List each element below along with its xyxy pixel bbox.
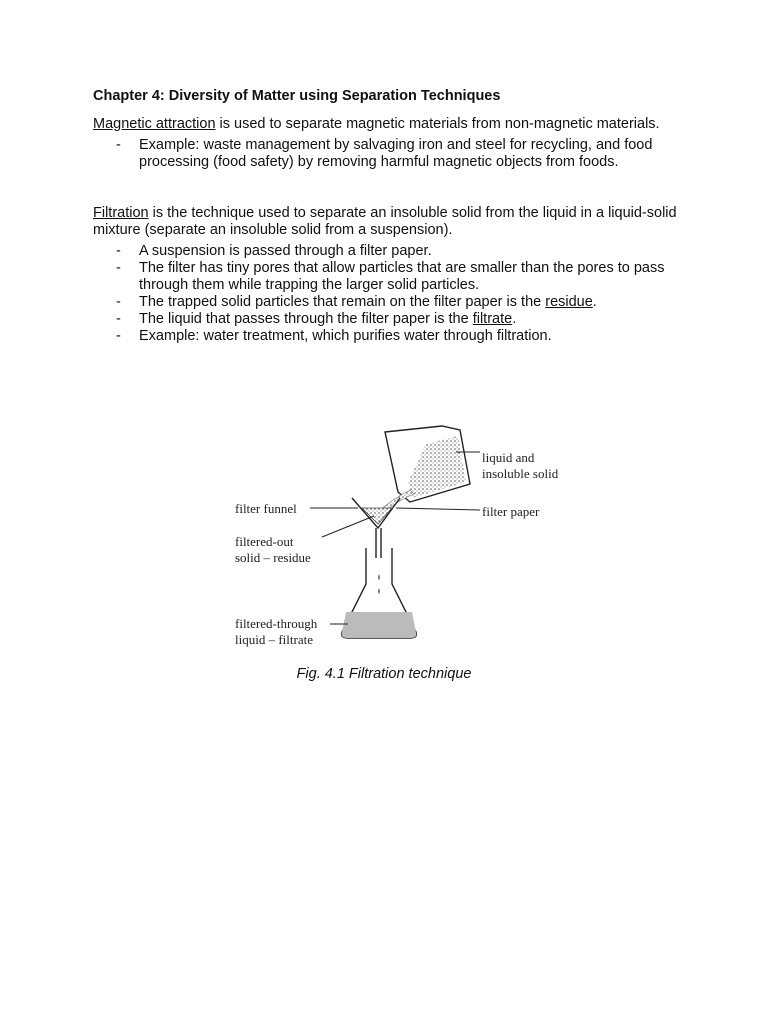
filtration-bullet-1: - A suspension is passed through a filter paper. (93, 243, 683, 260)
label-residue-2: solid – residue (235, 550, 311, 565)
filtration-bullet-5: - Example: water treatment, which purifies water through filtration. (93, 328, 683, 345)
beaker-drawing (376, 426, 470, 516)
bullet-3-end: . (592, 294, 597, 310)
filtrate-term: filtrate (472, 311, 513, 327)
filtration-bullet-4 (93, 311, 683, 328)
magnetic-bullet: - Example: waste management by salvaging iron and steel for recycling, and food processing (food safety) by removing harmful magnetic objects from foods. (93, 137, 683, 171)
document-page (93, 88, 683, 345)
magnetic-term: Magnetic attraction (93, 116, 216, 132)
residue-term: residue (545, 294, 593, 310)
label-filter-funnel: filter funnel (235, 501, 297, 516)
filtration-term: Filtration (93, 205, 149, 221)
figure-caption: Fig. 4.1 Filtration technique (296, 666, 472, 682)
label-filter-paper: filter paper (482, 504, 540, 519)
label-filtrate-2: liquid – filtrate (235, 632, 313, 647)
bullet-4-end: . (512, 311, 517, 327)
filtration-bullet-2: - The filter has tiny pores that allow particles that are smaller than the pores to pass through them while trapping the larger solid particles. (93, 260, 683, 294)
chapter-title: Chapter 4: Diversity of Matter using Separation Techniques (93, 88, 501, 104)
magnetic-text: is used to separate magnetic materials from non-magnetic materials. (215, 116, 660, 132)
magnetic-bullets (93, 137, 683, 171)
filtration-text: is the technique used to separate an insoluble solid from the liquid in a liquid-solid mixture (separate an insoluble solid from a suspension). (93, 205, 677, 238)
funnel-drawing (352, 498, 400, 558)
label-liquid-2: insoluble solid (482, 466, 559, 481)
bullet-3-text: The trapped solid particles that remain on the filter paper is the (139, 294, 546, 310)
label-filtrate-1: filtered-through (235, 616, 318, 631)
filtration-bullets (93, 243, 683, 345)
filtration-diagram (230, 412, 590, 652)
bullet-4-text: The liquid that passes through the filter paper is the (139, 311, 473, 327)
magnetic-paragraph (93, 116, 683, 133)
filtration-bullet-3 (93, 294, 683, 311)
filtration-paragraph (93, 205, 683, 239)
label-residue-1: filtered-out (235, 534, 294, 549)
label-liquid-1: liquid and (482, 450, 535, 465)
